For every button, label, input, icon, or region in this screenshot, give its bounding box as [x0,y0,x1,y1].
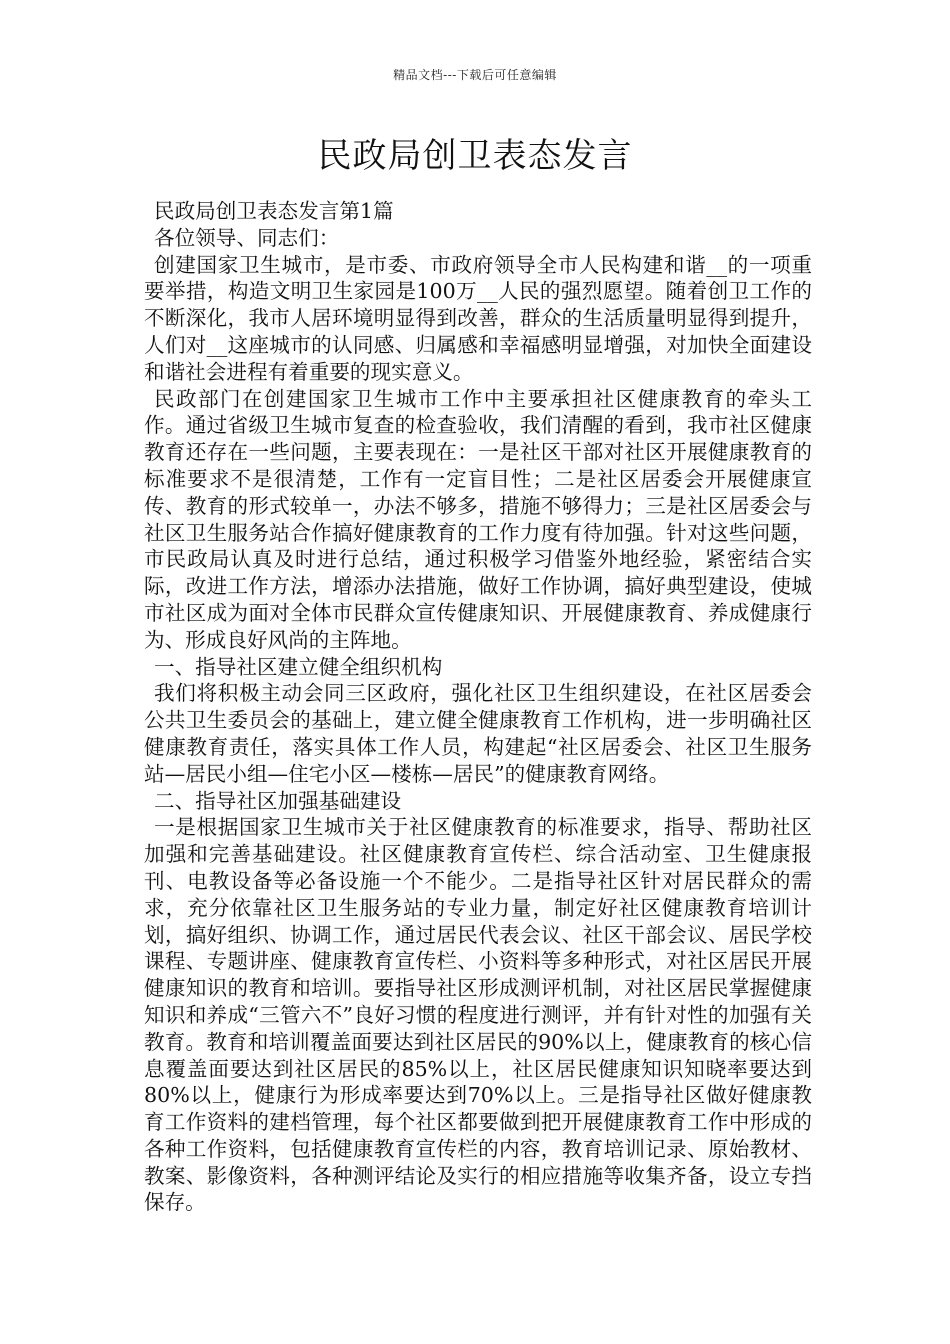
document-body [144,198,812,1216]
paragraph-organization: 我们将积极主动会同三区政府，强化社区卫生组织建设，在社区居委会公共卫生委员会的基础上，建立健全健康教育工作机构，进一步明确社区健康教育责任，落实具体工作人员，构建起“社区居委会、社区卫生服务站—居民小组—住宅小区—楼栋—居民”的健康教育网络。 [144,681,812,786]
heading-organization: 一、指导社区建立健全组织机构 [154,654,443,679]
paragraph-problems: 民政部门在创建国家卫生城市工作中主要承担社区健康教育的牵头工作。通过省级卫生城市复查的检查验收，我们清醒的看到，我市社区健康教育还存在一些问题，主要表现在：一是社区干部对社区开展健康教育的标准要求不是很清楚，工作有一定盲目性；二是社区居委会开展健康宣传、教育的形式较单一，办法不够多，措施不够得力；三是社区居委会与社区卫生服务站合作搞好健康教育的工作力度有待加强。针对这些问题，市民政局认真及时进行总结，通过积极学习借鉴外地经验，紧密结合实际，改进工作方法，增添办法措施，做好工作协调，搞好典型建设，使城市社区成为面对全体市民群众宣传健康知识、开展健康教育、养成健康行为、形成良好风尚的主阵地。 [144,386,812,652]
salutation: 各位领导、同志们： [154,225,340,250]
document-title: 民政局创卫表态发言 [317,136,633,176]
section-subtitle: 民政局创卫表态发言第1篇 [154,199,394,223]
heading-infrastructure: 二、指导社区加强基础建设 [154,788,402,813]
paragraph-infrastructure: 一是根据国家卫生城市关于社区健康教育的标准要求，指导、帮助社区加强和完善基础建设。社区健康教育宣传栏、综合活动室、卫生健康报刊、电教设备等必备设施一个不能少。二是指导社区针对居民群众的需求，充分依靠社区卫生服务站的专业力量，制定好社区健康教育培训计划，搞好组织、协调工作，通过居民代表会议、社区干部会议、居民学校课程、专题讲座、健康教育宣传栏、小资料等多种形式，对社区居民开展健康知识的教育和培训。要指导社区形成测评机制，对社区居民掌握健康知识和养成“三管六不”良好习惯的程度进行测评，并有针对性的加强有关教育。教育和培训覆盖面要达到社区居民的90%以上，健康教育的核心信息覆盖面要达到社区居民的85%以上，社区居民健康知识知晓率要达到80%以上，健康行为形成率要达到70%以上。三是指导社区做好健康教育工作资料的建档管理，每个社区都要做到把开展健康教育工作中形成的各种工作资料，包括健康教育宣传栏的内容，教育培训记录、原始教材、教案、影像资料，各种测评结论及实行的相应措施等收集齐备，设立专挡保存。 [144,815,812,1215]
header-note: 精品文档---下载后可任意编辑 [393,68,557,82]
paragraph-intro: 创建国家卫生城市，是市委、市政府领导全市人民构建和谐__的一项重要举措，构造文明卫生家园是100万__人民的强烈愿望。随着创卫工作的不断深化，我市人居环境明显得到改善，群众的生活质量明显得到提升，人们对__这座城市的认同感、归属感和幸福感明显增强，对加快全面建设和谐社会进程有着重要的现实意义。 [144,252,812,384]
